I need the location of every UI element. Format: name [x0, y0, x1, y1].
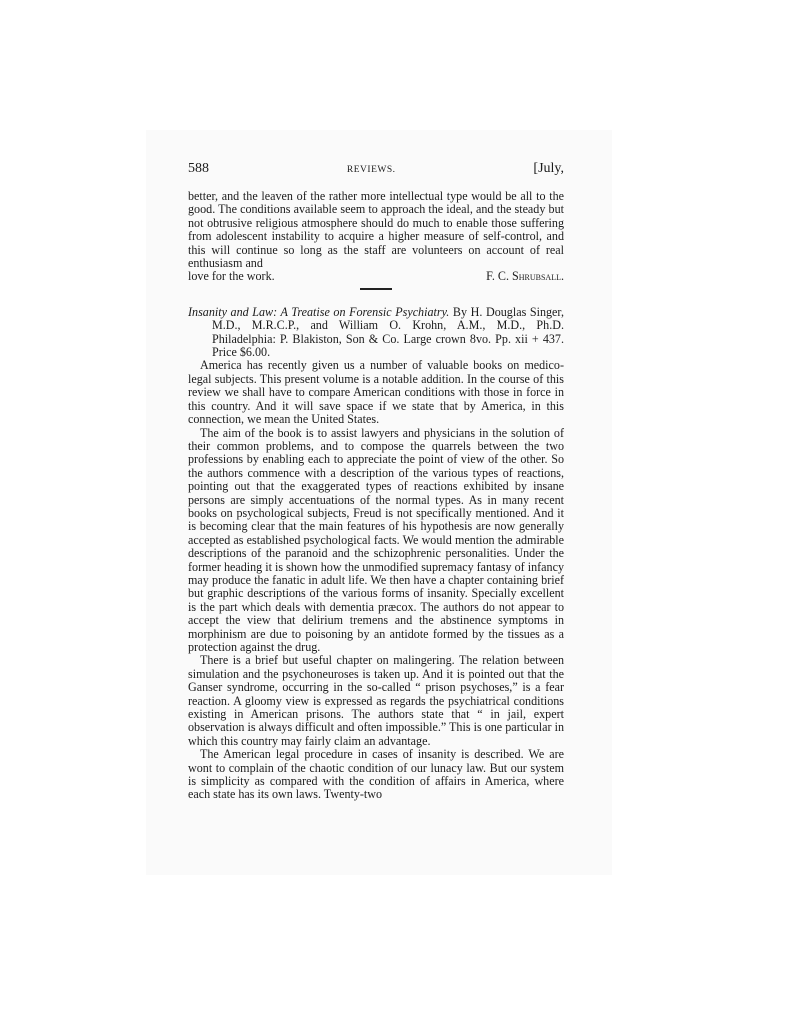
- running-header: [188, 162, 564, 190]
- running-title: REVIEWS.: [346, 165, 396, 175]
- reviewer-signature: F. C. Shrubsall.: [486, 269, 564, 284]
- review-paragraph: The American legal procedure in cases of insanity is described. We are wont to complain of the chaotic condition of our lunacy law. But our system is simplicity as compared with the condition of affairs in America, where each state has its own laws. Twenty-two: [188, 747, 564, 802]
- citation-details: By H. Douglas Singer, M.D., M.R.C.P., and William O. Krohn, A.M., M.D., Ph.D. Philadelphia: P. Blakiston, Son & Co. Large crown 8vo. Pp. xii + 437. Price $6.00.: [212, 304, 564, 360]
- page-number: 588: [188, 161, 209, 176]
- review-paragraph: There is a brief but useful chapter on malingering. The relation between simulation and the psychoneuroses is taken up. And it is pointed out that the Ganser syndrome, occurring in the so-called “ prison psychoses,” is a fear reaction. A gloomy view is expressed as regards the psychiatrical conditions existing in American prisons. The authors state that “ in jail, expert observation is always difficult and often impossible.” This is one particular in which this country may fairly claim an advantage.: [188, 653, 564, 748]
- previous-review-last-line: love for the work.: [188, 269, 275, 284]
- review-paragraph: America has recently given us a number of valuable books on medico-legal subjects. This present volume is a notable addition. In the course of this review we shall have to compare American conditions with those in force in this country. And it will save space if we state that by America, in this connection, we mean the United States.: [188, 358, 564, 427]
- page-body: [188, 162, 564, 802]
- book-title: Insanity and Law: A Treatise on Forensic Psychiatry.: [188, 304, 450, 319]
- book-citation: [188, 306, 564, 360]
- previous-review-text: better, and the leaven of the rather more intellectual type would be all to the good. The conditions available seem to approach the ideal, and the steady but not obtrusive religious atmosphere should do much to enable those suffering from adolescent instability to acquire a higher measure of self-control, and this will continue so long as the staff are volunteers on account of real enthusiasm and: [188, 189, 564, 271]
- section-divider: [360, 288, 392, 290]
- review-paragraph: The aim of the book is to assist lawyers and physicians in the solution of their common problems, and to compose the quarrels between the two professions by enabling each to appreciate the point of view of the other. So the authors commence with a description of the various types of reactions, pointing out that the exaggerated types of reactions exhibited by insane persons are simply accentuations of the normal types. As in many recent books on psychological subjects, Freud is not specifically mentioned. And it is becoming clear that the main features of his hypothesis are now generally accepted as established psychological facts. We would mention the admirable descriptions of the paranoid and the schizophrenic personalities. Under the former heading it is shown how the unmodified supremacy fantasy of infancy may produce the fanatic in adult life. We then have a chapter containing brief but graphic descriptions of the various forms of insanity. Specially excellent is the part which deals with dementia præcox. The authors do not appear to accept the view that delirium tremens and the abstinence symptoms in morphinism are due to poisoning by an antidote formed by the tissues as a protection against the drug.: [188, 425, 564, 654]
- signature-line: [188, 270, 564, 283]
- issue-label: [July,: [533, 161, 564, 176]
